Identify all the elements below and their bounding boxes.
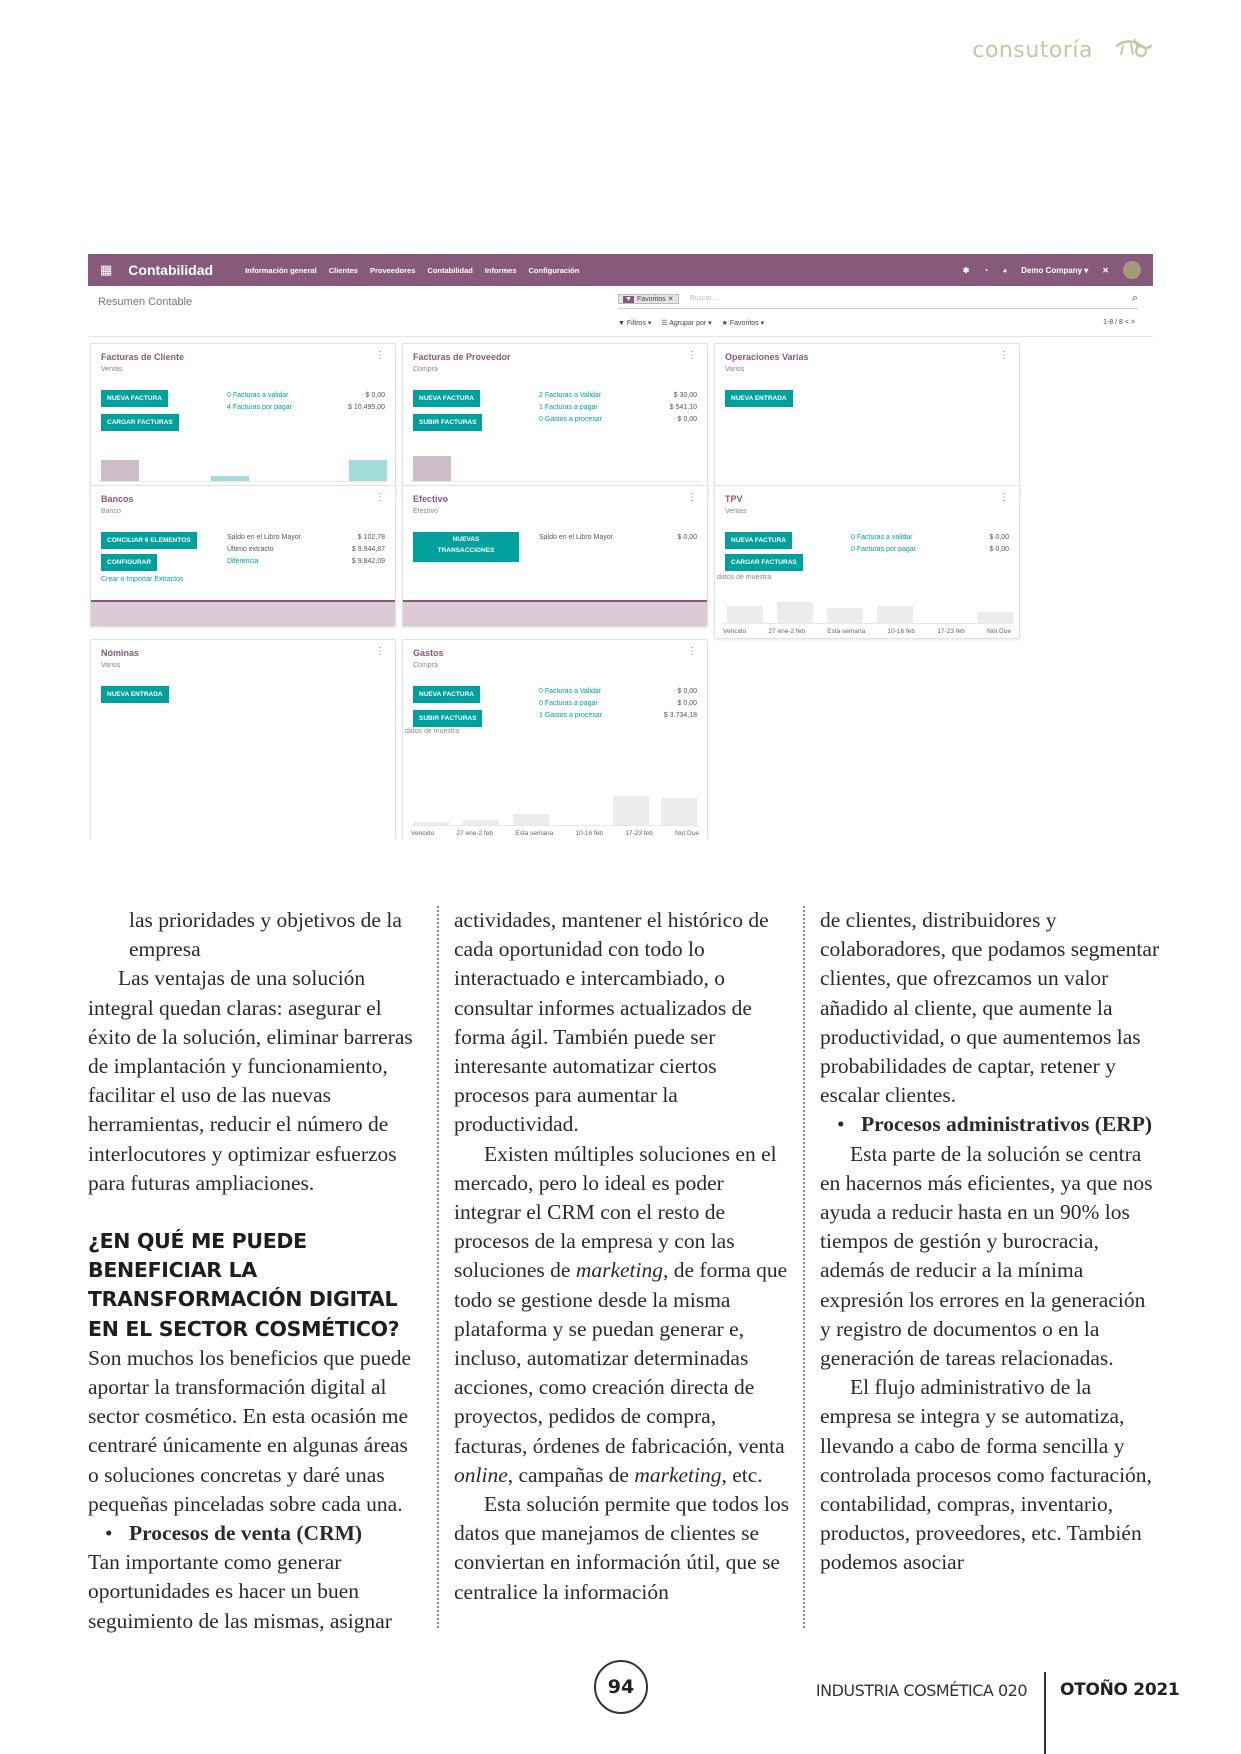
menu-item-clientes[interactable]: Clientes — [328, 265, 358, 275]
close-icon[interactable]: ✕ — [1102, 265, 1109, 275]
paragraph: las prioridades y objetivos de la empresa — [129, 908, 402, 962]
app-title: Contabilidad — [128, 262, 214, 278]
link-expenses[interactable]: 1 Gastos a procesar — [539, 712, 603, 719]
favorites-dropdown[interactable]: ★ Favoritos ▾ — [721, 320, 765, 327]
bullet-text: Procesos de venta (CRM) — [129, 1521, 363, 1546]
axis-label: 17-23 feb — [937, 628, 965, 635]
new-invoice-button[interactable]: NUEVA FACTURA — [101, 390, 168, 407]
new-entry-button[interactable]: NUEVA ENTRADA — [101, 686, 169, 703]
axis-label: 10-16 feb — [575, 830, 603, 837]
top-right-tools — [963, 261, 1141, 279]
apps-grid-icon[interactable]: ▦ — [100, 262, 113, 277]
card-gastos[interactable] — [402, 639, 708, 840]
search-facet[interactable]: ▼ Favoritos ✕ — [618, 294, 679, 304]
filter-icon: ▼ — [625, 296, 632, 303]
section-tag: consutoría — [972, 38, 1093, 63]
card-efectivo[interactable] — [402, 485, 708, 627]
chart-bar — [661, 798, 697, 826]
new-invoice-button[interactable]: NUEVA FACTURA — [413, 390, 480, 407]
column-divider — [437, 906, 439, 1628]
new-transactions-button[interactable] — [413, 532, 519, 562]
chart-axis-labels — [411, 830, 699, 837]
text-column-1 — [88, 906, 418, 1636]
value: $ 0,00 — [677, 416, 697, 423]
upload-invoices-button[interactable]: SUBIR FACTURAS — [413, 710, 482, 727]
card-title[interactable]: Bancos — [101, 494, 134, 504]
card-title[interactable]: Operaciones Varias — [725, 352, 809, 362]
chart-bar — [101, 460, 139, 482]
card-links — [539, 390, 602, 426]
chart-bar — [413, 456, 451, 482]
text-run: marketing — [575, 1258, 663, 1283]
paragraph: Las ventajas de una solución integral quedan claras: asegurar el éxito de la solución, eliminar barreras de implantación y funcionamiento, facilitar el uso de las nuevas herramientas, reducir el número de interlocutores y optimizar esfuerzos para futuras ampliaciones. — [88, 966, 413, 1195]
link-to-validate[interactable]: 2 Facturas a Validar — [539, 392, 602, 399]
value: $ 0,00 — [989, 546, 1009, 553]
card-subtitle: Varios — [101, 662, 121, 669]
axis-label: 27 ene-2 feb — [456, 830, 493, 837]
card-links — [851, 532, 916, 556]
avatar[interactable] — [1123, 261, 1141, 279]
chart-bar — [727, 606, 763, 624]
value: $ 3.734,18 — [663, 712, 697, 719]
card-subtitle: Ventas — [725, 508, 747, 515]
chart-axis — [411, 825, 699, 826]
card-values — [990, 532, 1009, 556]
axis-label: Not Due — [987, 628, 1011, 635]
activity-icon[interactable]: ◕ — [1002, 265, 1008, 275]
upload-invoices-button[interactable]: SUBIR FACTURAS — [413, 414, 482, 431]
ledger-balance-label: Saldo en el Libro Mayor — [227, 534, 301, 541]
card-subtitle: Compra — [413, 662, 438, 669]
card-title[interactable]: Facturas de Proveedor — [413, 352, 511, 362]
chart-axis — [723, 623, 1011, 624]
chart-axis — [411, 481, 699, 482]
button-line: NUEVAS — [452, 536, 480, 543]
breadcrumb: Resumen Contable — [98, 296, 193, 308]
chart-axis-labels — [723, 628, 1011, 635]
top-bar — [88, 254, 1153, 286]
axis-label: Vencido — [411, 830, 435, 837]
new-invoice-button[interactable]: NUEVA FACTURA — [725, 532, 792, 549]
link-to-pay[interactable]: 1 Facturas a pagar — [539, 404, 598, 411]
card-title[interactable]: Nóminas — [101, 648, 140, 658]
value: $ 0,00 — [677, 688, 697, 695]
card-links — [539, 532, 613, 544]
search-bar[interactable] — [618, 294, 1138, 309]
kebab-icon[interactable]: ⋮ — [375, 646, 385, 657]
bullet-dot: • — [105, 1521, 113, 1546]
pager[interactable]: 1-8 / 8 < > — [1103, 319, 1135, 326]
card-subtitle: Varios — [725, 366, 745, 373]
menu-item-proveedores[interactable]: Proveedores — [369, 265, 416, 275]
import-statements-link[interactable]: Crear o Importar Extractos — [101, 576, 184, 583]
chart-band — [91, 600, 395, 626]
issue-season: OTOÑO 2021 — [1060, 1680, 1180, 1700]
last-statement-label: Último extracto — [227, 546, 274, 553]
upload-invoices-button[interactable]: CARGAR FACTURAS — [725, 554, 803, 571]
card-tpv[interactable] — [714, 485, 1020, 639]
bullet-item — [88, 1519, 418, 1548]
value: $ 541,10 — [669, 404, 697, 411]
axis-label: 27 ene-2 feb — [768, 628, 805, 635]
value: $ 0,00 — [677, 700, 697, 707]
card-bancos[interactable] — [90, 485, 396, 627]
chart-band — [403, 600, 707, 626]
lizard-icon — [1113, 34, 1153, 64]
card-nominas[interactable] — [90, 639, 396, 840]
text-run: Existen múltiples soluciones en el mercado, pero lo ideal es poder integrar el CRM con el resto de procesos de la empresa y con las soluciones de — [454, 1141, 777, 1283]
card-subtitle: Banco — [101, 508, 121, 515]
filters-dropdown[interactable]: ▼ Filtros ▾ — [618, 320, 652, 327]
card-values — [670, 390, 697, 426]
link-to-validate[interactable]: 0 Facturas a Validar — [539, 688, 602, 695]
chart-bar — [613, 796, 649, 826]
card-subtitle: Ventas — [101, 366, 123, 373]
ledger-balance-label: Saldo en el Libro Mayor — [539, 534, 613, 541]
new-invoice-button[interactable]: NUEVA FACTURA — [413, 686, 480, 703]
kebab-icon[interactable]: ⋮ — [687, 646, 697, 657]
kebab-icon[interactable]: ⋮ — [999, 350, 1009, 361]
value: $ 0,00 — [989, 534, 1009, 541]
upload-invoices-button[interactable]: CARGAR FACTURAS — [101, 414, 179, 431]
sample-data-label: datos de muestra — [717, 574, 772, 581]
card-subtitle: Compra — [413, 366, 438, 373]
chart-axis — [99, 481, 387, 482]
menu-item-configuracion[interactable]: Configuración — [528, 265, 580, 275]
card-values — [664, 686, 697, 722]
value: $ 9.944,87 — [351, 546, 385, 553]
link-to-pay[interactable]: 0 Facturas a pagar — [539, 700, 598, 707]
axis-label: Not Due — [675, 830, 699, 837]
page-number: 94 — [594, 1660, 648, 1714]
value: $ 10.495,00 — [348, 404, 385, 411]
paragraph: El flujo administrativo de la empresa se integra y se automatiza, llevando a cabo de forma sencilla y controlada procesos como facturación, contabilidad, compras, inventario, productos, proveedores, etc. También podemos asociar — [820, 1375, 1152, 1575]
menu-item-informes[interactable]: Informes — [484, 265, 517, 275]
value: $ 9.842,09 — [351, 558, 385, 565]
card-subtitle: Efectivo — [413, 508, 438, 515]
axis-label: Esta semana — [827, 628, 866, 635]
paragraph: Esta solución permite que todos los datos que manejamos de clientes se conviertan en información útil, que se centralice la información — [454, 1492, 790, 1604]
text-column-3 — [820, 906, 1160, 1578]
card-title[interactable]: Facturas de Cliente — [101, 352, 185, 362]
card-title[interactable]: Efectivo — [413, 494, 449, 504]
text-run: , de forma que todo se gestione desde la misma plataforma y se puedan generar e, incluso, automatizar determinadas acciones, como creación directa de proyectos, pedidos de compra, facturas, órdenes de fabricación, venta — [454, 1258, 788, 1458]
paragraph: Son muchos los beneficios que puede aportar la transformación digital al sector cosmético. En esta ocasión me centraré únicamente en algunas áreas o soluciones concretas y daré unas pequeñas pinceladas sobre cada una. — [88, 1345, 412, 1516]
chart-bar — [827, 608, 863, 624]
card-links — [227, 390, 292, 414]
link-to-validate[interactable]: 0 Facturas a validar — [851, 534, 913, 541]
card-facturas-proveedor[interactable] — [402, 343, 708, 497]
text-run: marketing — [634, 1462, 722, 1487]
kebab-icon[interactable]: ⋮ — [687, 492, 697, 503]
chat-icon[interactable]: ◔ — [983, 265, 989, 275]
main-menu — [245, 266, 579, 275]
control-panel — [88, 286, 1153, 337]
chart-bar — [777, 602, 813, 624]
column-divider — [803, 906, 805, 1628]
bullet-item — [820, 1110, 1160, 1139]
value: $ 30,00 — [673, 392, 697, 399]
card-operaciones-varias[interactable] — [714, 343, 1020, 497]
kebab-icon[interactable]: ⋮ — [375, 492, 385, 503]
facet-label: Favoritos — [636, 296, 666, 303]
link-to-pay[interactable]: 4 Facturas por pagar — [227, 404, 292, 411]
bug-icon[interactable]: ✱ — [962, 265, 970, 275]
magazine-name: INDUSTRIA COSMÉTICA 020 — [815, 1681, 1027, 1700]
difference-link[interactable]: Diferencia — [227, 558, 259, 565]
text-column-2 — [454, 906, 794, 1607]
paragraph: Tan importante como generar oportunidades es hacer un buen seguimiento de las mismas, asignar — [88, 1550, 392, 1633]
section-heading: ¿EN QUÉ ME PUEDE BENEFICIAR LA TRANSFORMACIÓN DIGITAL EN EL SECTOR COSMÉTICO? — [88, 1229, 400, 1341]
kebab-icon[interactable]: ⋮ — [999, 492, 1009, 503]
filter-bar — [618, 319, 764, 327]
kebab-icon[interactable]: ⋮ — [375, 350, 385, 361]
link-expenses[interactable]: 0 Gastos a procesar — [539, 416, 603, 423]
value: $ 0,00 — [677, 534, 697, 541]
new-entry-button[interactable]: NUEVA ENTRADA — [725, 390, 793, 407]
sample-data-label: datos de muestra — [405, 728, 460, 735]
axis-label: 10-16 feb — [887, 628, 915, 635]
bullet-text: Procesos administrativos (ERP) — [861, 1112, 1153, 1137]
kebab-icon[interactable]: ⋮ — [687, 350, 697, 361]
card-links — [227, 532, 301, 568]
accounting-dashboard-screenshot — [88, 254, 1153, 840]
value: $ 0,00 — [365, 392, 385, 399]
card-values — [348, 390, 385, 414]
axis-label: Esta semana — [515, 830, 554, 837]
paragraph: actividades, mantener el histórico de cada oportunidad con todo lo interactuado e intercambiado, o consultar informes actualizados de forma ágil. También puede ser interesante automatizar ciertos procesos para aumentar la productividad. — [454, 908, 769, 1137]
card-values — [352, 532, 385, 568]
journal-cards — [88, 337, 1153, 840]
axis-label: 17-23 feb — [625, 830, 653, 837]
card-facturas-cliente[interactable] — [90, 343, 396, 497]
button-line: TRANSACCIONES — [437, 547, 495, 554]
card-title[interactable]: TPV — [725, 494, 743, 504]
menu-item-informacion[interactable]: Información general — [245, 265, 317, 275]
text-run: , campañas de — [507, 1462, 635, 1487]
search-icon[interactable]: ⌕ — [1131, 292, 1138, 304]
menu-item-contabilidad[interactable]: Contabilidad — [427, 265, 473, 275]
chart-bar — [877, 606, 913, 624]
paragraph: Esta parte de la solución se centra en hacernos más eficientes, ya que nos ayuda a reducir hasta en un 90% los tiempos de gestión y burocracia, además de reducir a la mínima expresión los errores en la generación y registro de documentos o en la generación de tareas relacionadas. — [820, 1141, 1153, 1371]
groupby-dropdown[interactable]: ☰ Agrupar por ▾ — [661, 320, 712, 327]
axis-label: Vencido — [723, 628, 747, 635]
search-input[interactable]: Buscar... — [690, 295, 718, 302]
link-to-validate[interactable]: 0 Facturas a validar — [227, 392, 289, 399]
card-links — [539, 686, 602, 722]
value: $ 102,78 — [357, 534, 385, 541]
company-switcher[interactable]: Demo Company ▾ — [1021, 265, 1089, 275]
footer-divider — [1044, 1672, 1046, 1754]
paragraph: de clientes, distribuidores y colaboradores, que podamos segmentar clientes, que ofrezcamos un valor añadido al cliente, que aumente la productividad, o que aumentemos las probabilidades de captar, retener y escalar clientes. — [820, 908, 1160, 1108]
configure-button[interactable]: CONFIGURAR — [101, 554, 157, 571]
chart-bar — [349, 460, 387, 482]
text-run: online — [454, 1462, 508, 1487]
card-values — [678, 532, 697, 544]
link-to-pay[interactable]: 0 Facturas por pagar — [851, 546, 916, 553]
card-title[interactable]: Gastos — [413, 648, 444, 658]
reconcile-button[interactable]: CONCILIAR 6 ELEMENTOS — [101, 532, 197, 549]
bullet-dot: • — [837, 1112, 845, 1137]
paragraph — [454, 1140, 794, 1490]
text-run: , etc. — [721, 1462, 763, 1487]
